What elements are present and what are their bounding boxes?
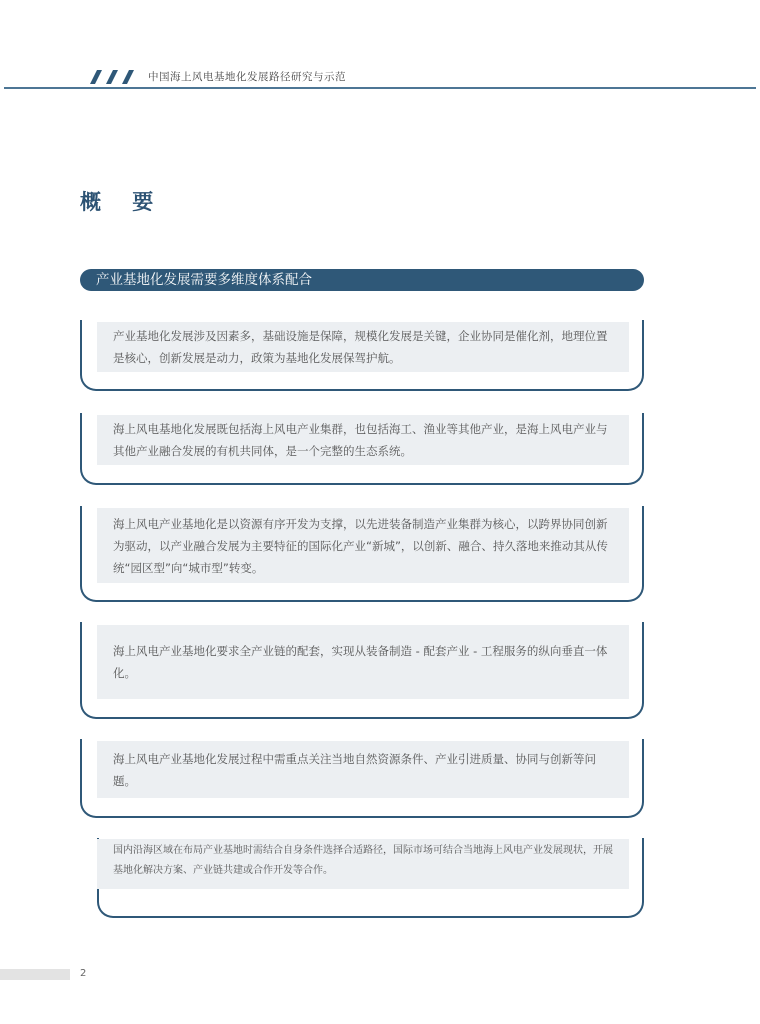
card-text-box — [97, 415, 629, 465]
card-text: 海上风电基地化发展既包括海上风电产业集群，也包括海工、渔业等其他产业，是海上风电产业与其他产业融合发展的有机共同体，是一个完整的生态系统。 — [113, 422, 608, 458]
card-text-box — [97, 839, 629, 889]
card-text: 产业基地化发展涉及因素多，基础设施是保障，规模化发展是关键，企业协同是催化剂，地理位置是核心，创新发展是动力，政策为基地化发展保驾护航。 — [113, 329, 608, 365]
slash-decoration-icon — [82, 68, 142, 86]
card-text: 海上风电产业基地化发展过程中需重点关注当地自然资源条件、产业引进质量、协同与创新等问题。 — [113, 751, 596, 788]
card-text-box — [97, 741, 629, 798]
section-banner — [80, 269, 644, 291]
section-title: 产业基地化发展需要多维度体系配合 — [96, 272, 312, 288]
card-text-box — [97, 322, 629, 372]
card-text-box — [97, 625, 629, 699]
page-number: 2 — [80, 968, 87, 979]
card-text-box — [97, 508, 629, 583]
page-title: 概 要 — [80, 190, 166, 214]
card-text: 海上风电产业基地化是以资源有序开发为支撑，以先进装备制造产业集群为核心，以跨界协同创新为驱动，以产业融合发展为主要特征的国际化产业“新城”，以创新、融合、持久落地来推动其从传统“园区型”向“城市型”转变。 — [113, 516, 608, 575]
page-header — [0, 0, 760, 92]
card-text: 国内沿海区域在布局产业基地时需结合自身条件选择合适路径，国际市场可结合当地海上风电产业发展现状，开展基地化解决方案、产业链共建或合作开发等合作。 — [113, 845, 613, 876]
header-title: 中国海上风电基地化发展路径研究与示范 — [148, 71, 346, 83]
footer-strip — [0, 969, 70, 980]
card-text: 海上风电产业基地化要求全产业链的配套，实现从装备制造 - 配套产业 - 工程服务的纵向垂直一体化。 — [113, 644, 608, 680]
header-divider — [4, 87, 756, 89]
